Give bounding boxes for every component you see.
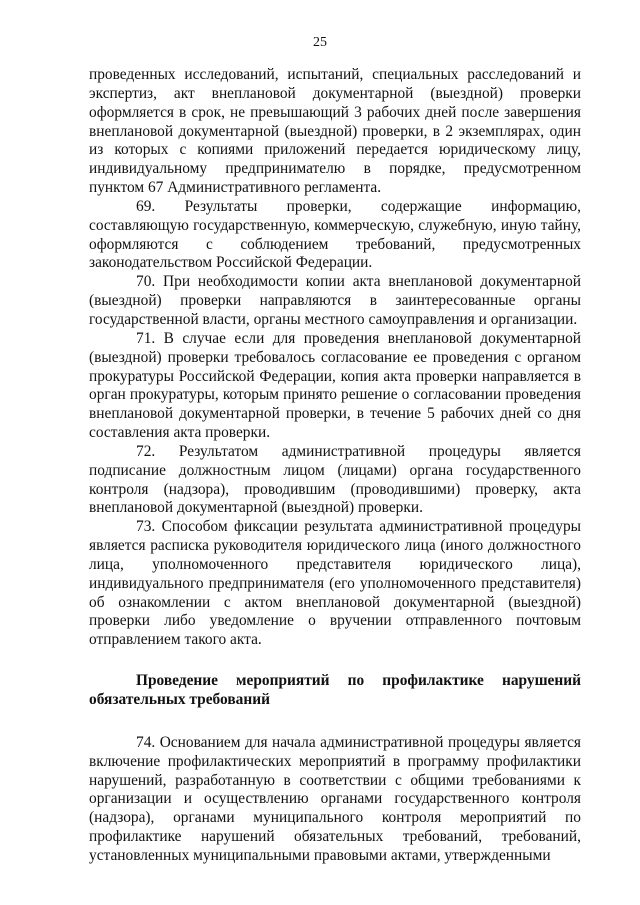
paragraph-69: 69. Результаты проверки, содержащие информацию, составляющую государственную, коммерческую, служебную, иную тайну, оформляются с соблюдением требований, предусмотренных законодательством Российской Федерации. <box>89 197 581 272</box>
section-heading: Проведение мероприятий по профилактике нарушений обязательных требований <box>89 672 581 708</box>
page-number: 25 <box>313 35 327 50</box>
paragraph-72: 72. Результатом административной процедуры является подписание должностным лицом (лицами) органа государственного контроля (надзора), проводившим (проводившими) проверку, акта внеплановой документарной (выездной) проверки. <box>89 442 581 517</box>
paragraph-71: 71. В случае если для проведения внеплановой документарной (выездной) проверки требовалось согласование ее проведения с органом прокуратуры Российской Федерации, копия акта проверки направляется в орган прокуратуры, которым принято решение о согласовании проведения внеплановой документарной проверки, в течение 5 рабочих дней со дня составления акта проверки. <box>89 329 581 442</box>
paragraph-74: 74. Основанием для начала административной процедуры является включение профилактических мероприятий в программу профилактики нарушений, разработанную в соответствии с общими требованиями к организации и осуществлению органами государственного контроля (надзора), органами муниципального контроля мероприятий по профилактике нарушений обязательных требований, требований, установленных муниципальными правовыми актами, утвержденными <box>89 733 581 864</box>
paragraph-continued: проведенных исследований, испытаний, специальных расследований и экспертиз, акт внеплановой документарной (выездной) проверки оформляется в срок, не превышающий 3 рабочих дней после завершения внеплановой документарной (выездной) проверки, в 2 экземплярах, один из которых с копиями приложений передается юридическому лицу, индивидуальному предпринимателю в порядке, предусмотренном пунктом 67 Административного регламента. <box>89 66 581 197</box>
paragraph-70: 70. При необходимости копии акта внеплановой документарной (выездной) проверки направляются в заинтересованные органы государственной власти, органы местного самоуправления и организации. <box>89 273 581 328</box>
paragraph-73: 73. Способом фиксации результата административной процедуры является расписка руководителя юридического лица (иного должностного лица, уполномоченного представителя юридического лица), индивидуального предпринимателя (его уполномоченного представителя) об ознакомлении с актом внеплановой документарной (выездной) проверки либо уведомление о вручении отправленного почтовым отправлением такого акта. <box>89 518 581 649</box>
document-body <box>89 66 581 866</box>
